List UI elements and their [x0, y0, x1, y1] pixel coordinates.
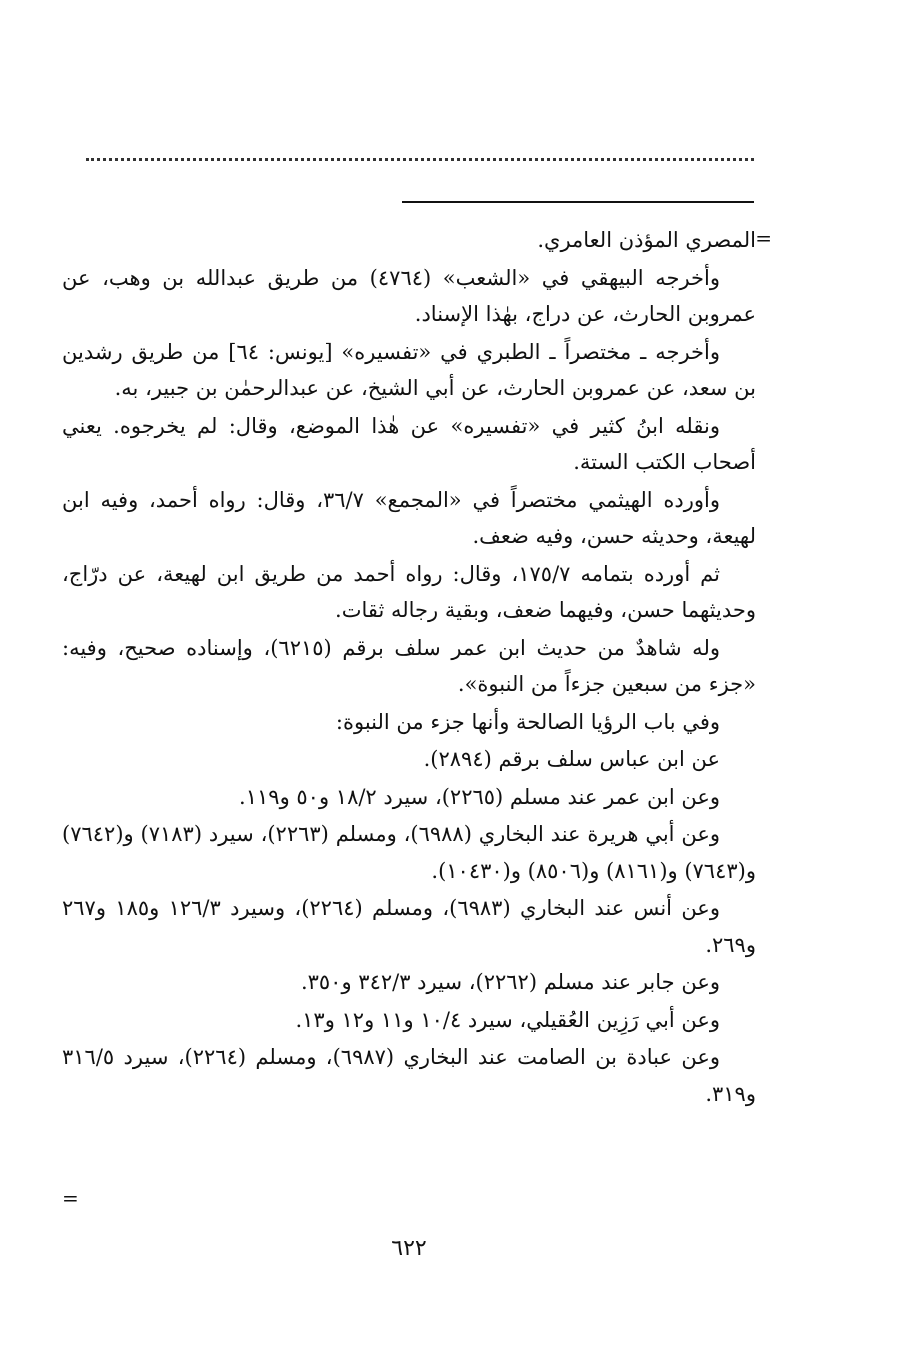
continuation-mark-end: =	[62, 1186, 79, 1210]
footnote-paragraph: وأورده الهيثمي مختصراً في «المجمع» ٣٦/٧، وقال: رواه أحمد، وفيه ابن لهيعة، وحديثه حسن، وفيه ضعف.	[62, 487, 756, 548]
footnote-paragraph: وعن جابر عند مسلم (٢٢٦٢)، سيرد ٣٤٢/٣ و٣٥٠.	[300, 970, 720, 994]
footnote-paragraph: وعن ابن عمر عند مسلم (٢٢٦٥)، سيرد ١٨/٢ و٥٠ و١١٩.	[239, 784, 720, 809]
footnote-paragraph: وعن أبي رَزِين العُقيلي، سيرد ١٠/٤ و١١ و١٢ و١٣.	[295, 1007, 720, 1032]
footnote-paragraph: وعن أبي هريرة عند البخاري (٦٩٨٨)، ومسلم (٢٢٦٣)، سيرد (٧١٨٣) و(٧٦٤٢) و(٧٦٤٣) و(٨١٦١) و(٨٥٠٦) و(١٠٤٣٠).	[62, 822, 756, 883]
footnote-paragraph: وأخرجه البيهقي في «الشعب» (٤٧٦٤) من طريق عبدالله بن وهب، عن عمروبن الحارث، عن دراج، بهٰذا الإسناد.	[62, 265, 756, 326]
footnote-paragraph: وعن أنس عند البخاري (٦٩٨٣)، ومسلم (٢٢٦٤)، وسيرد ١٢٦/٣ و١٨٥ و٢٦٧ و٢٦٩.	[62, 896, 756, 957]
footnote-paragraph: وأخرجه ـ مختصراً ـ الطبري في «تفسيره» [يونس: ٦٤] من طريق رشدين بن سعد، عن عمروبن الحارث، عن أبي الشيخ، عن عبدالرحمٰن بن جبير، به.	[62, 339, 756, 400]
footnote-text	[62, 222, 756, 1112]
footnote-paragraph: ثم أورده بتمامه ١٧٥/٧، وقال: رواه أحمد من طريق ابن لهيعة، عن درّاج، وحديثهما حسن، وفيهما ضعف، وبقية رجاله ثقات.	[62, 561, 756, 622]
footnote-paragraph: المصري المؤذن العامري.	[537, 228, 756, 252]
footnote-paragraph: ونقله ابنُ كثير في «تفسيره» عن هٰذا الموضع، وقال: لم يخرجوه. يعني أصحاب الكتب الستة.	[62, 413, 756, 474]
footnote-separator-line	[402, 201, 754, 203]
footnote-paragraph: عن ابن عباس سلف برقم (٢٨٩٤).	[423, 747, 720, 771]
footnote-paragraph: وله شاهدٌ من حديث ابن عمر سلف برقم (٦٢١٥)، وإسناده صحيح، وفيه: «جزء من سبعين جزءاً من النبوة».	[62, 635, 756, 696]
dotted-separator	[86, 158, 754, 161]
footnote-paragraph: وعن عبادة بن الصامت عند البخاري (٦٩٨٧)، ومسلم (٢٢٦٤)، سيرد ٣١٦/٥ و٣١٩.	[62, 1045, 756, 1106]
footnote-paragraph: وفي باب الرؤيا الصالحة وأنها جزء من النبوة:	[335, 709, 720, 734]
continuation-mark: =	[755, 226, 772, 250]
page-number: ٦٢٢	[391, 1236, 427, 1261]
